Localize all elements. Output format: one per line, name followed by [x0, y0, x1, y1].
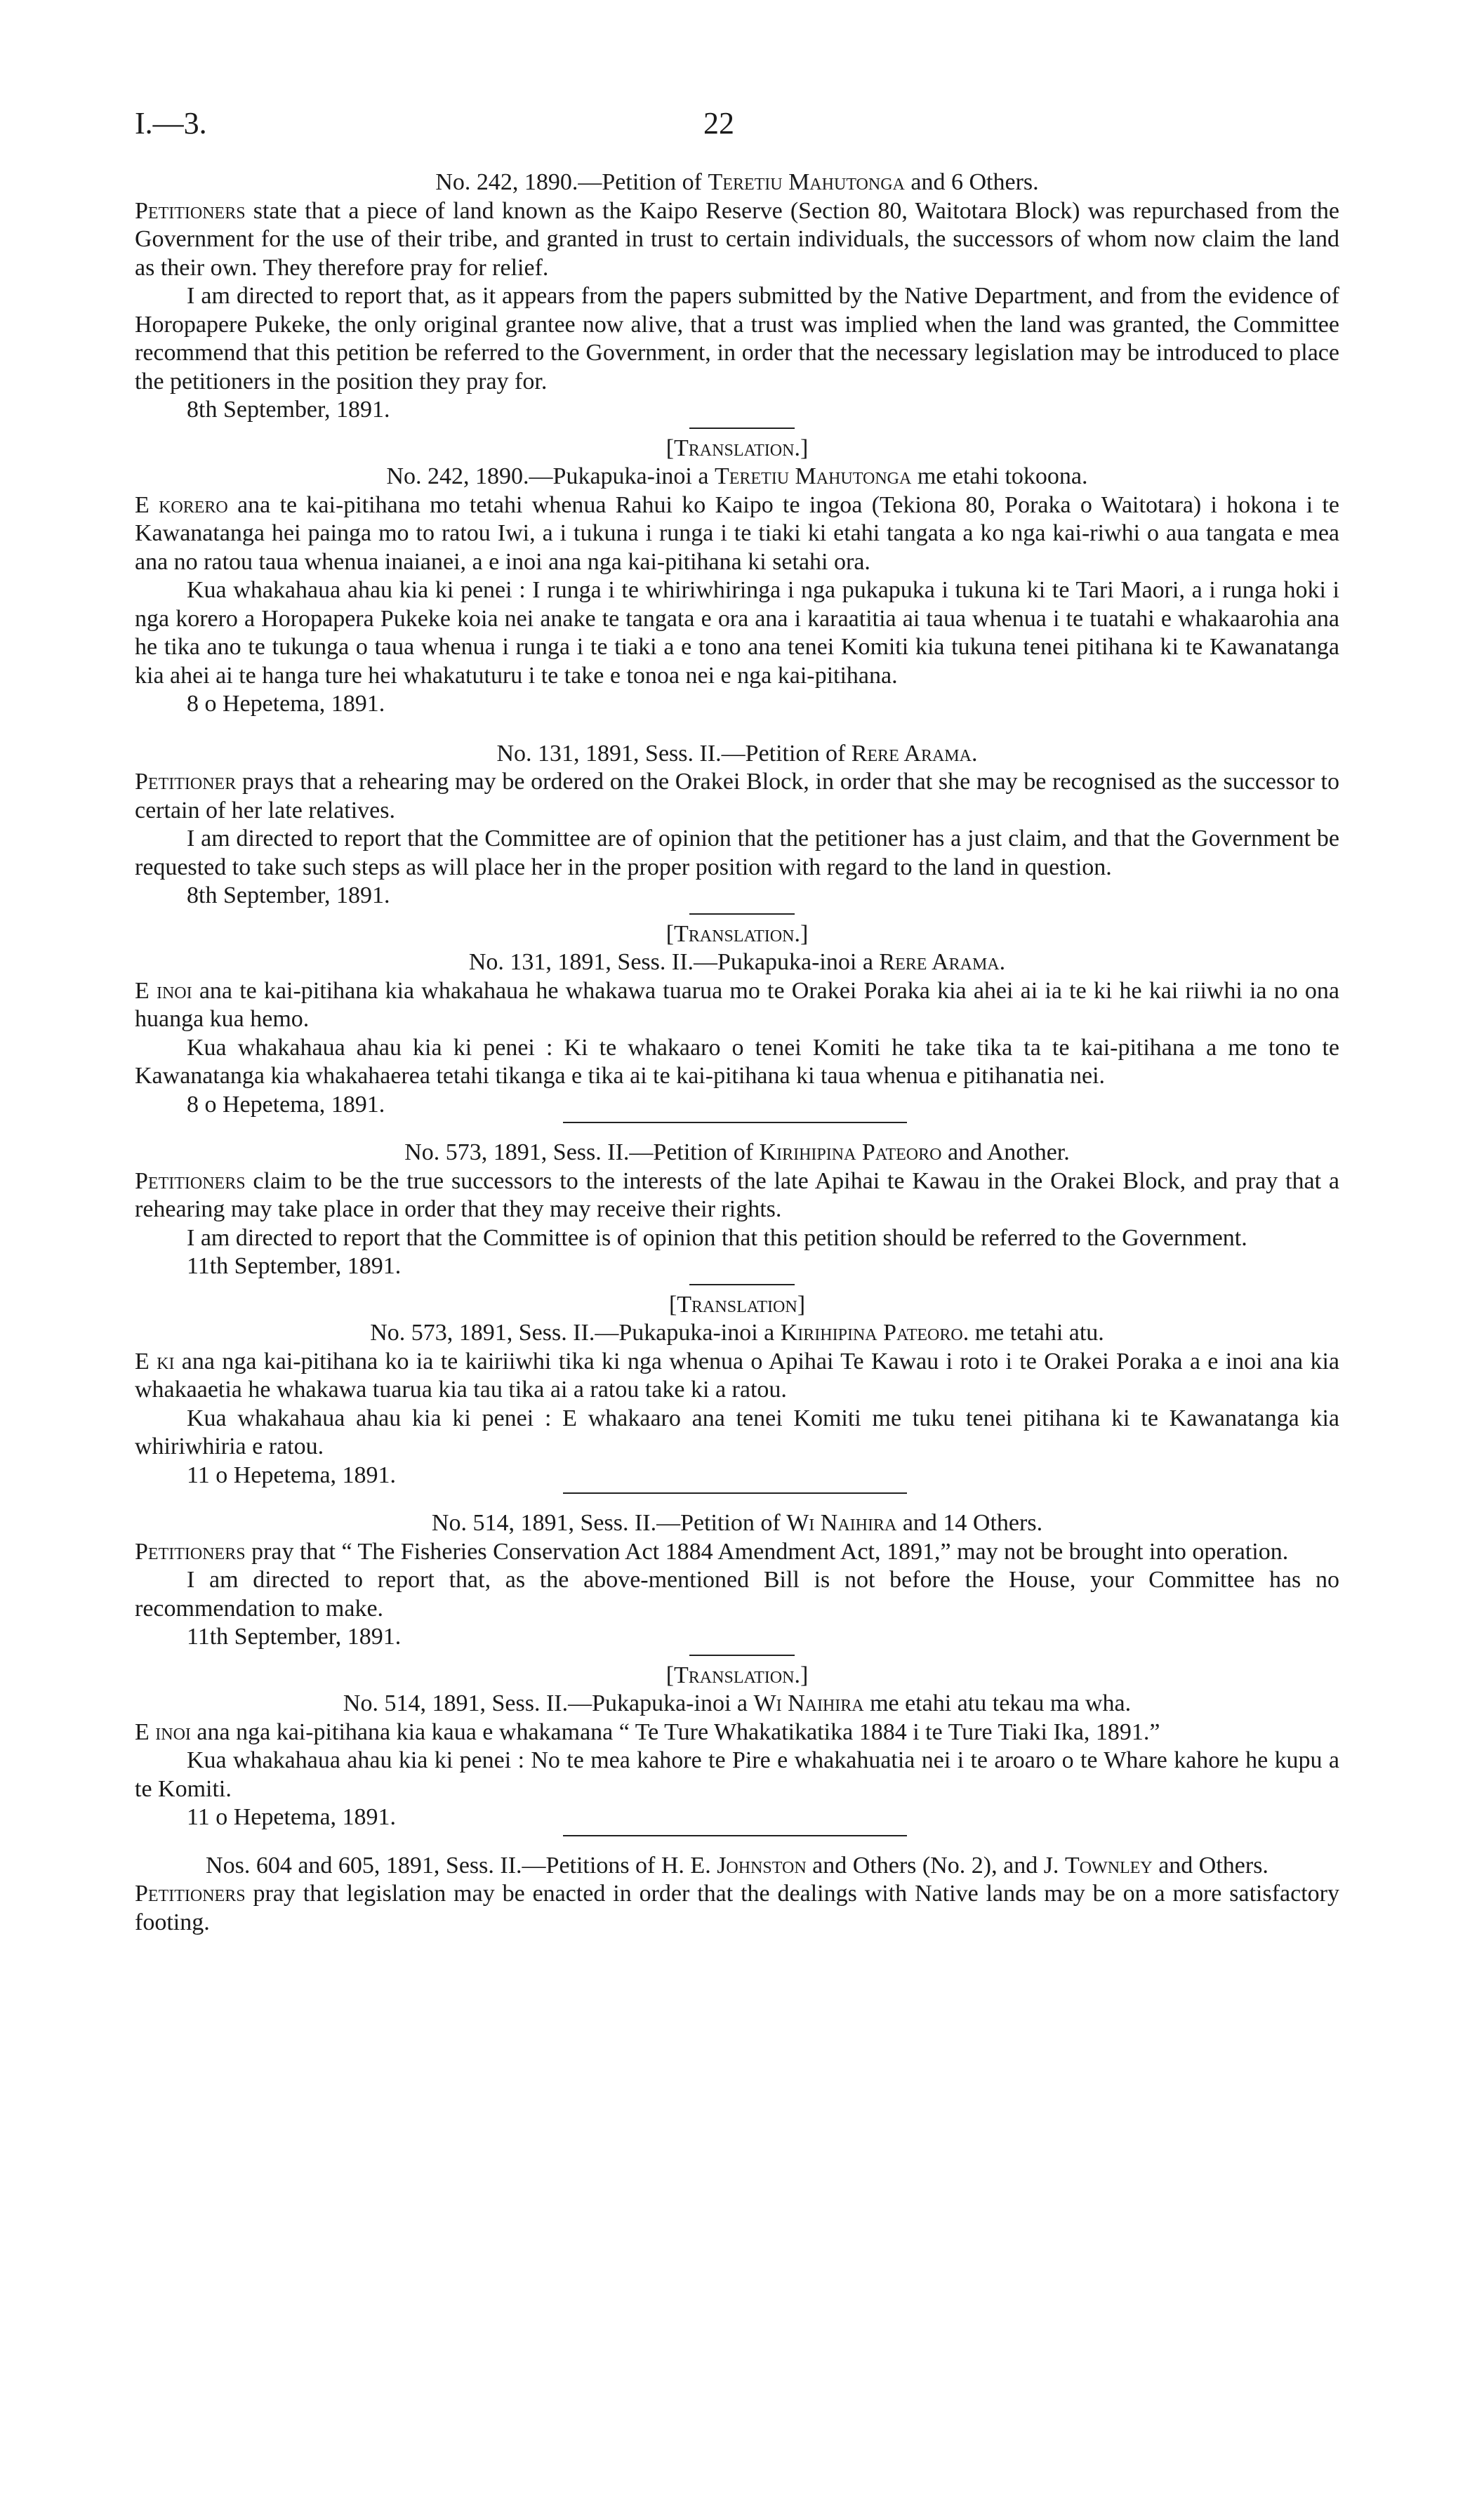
committee-report: I am directed to report that, as the above-mentioned Bill is not before the House, your Committee has no recommendation to make.: [135, 1567, 1339, 1622]
translation-title: No. 514, 1891, Sess. II.—Pukapuka-inoi a Wi Naihira me etahi atu tekau ma wha.: [343, 1690, 1132, 1716]
section-divider: [563, 1835, 907, 1836]
translation-heading: [Translation]: [668, 1291, 806, 1318]
petition-title: No. 514, 1891, Sess. II.—Petition of Wi Naihira and 14 Others.: [431, 1510, 1043, 1536]
petition-title: No. 573, 1891, Sess. II.—Petition of Kirihipina Pateoro and Another.: [404, 1139, 1070, 1165]
petition-title: No. 242, 1890.—Petition of Teretiu Mahutonga and 6 Others.: [435, 169, 1039, 195]
translation-report: Kua whakahaua ahau kia ki penei : No te mea kahore te Pire e whakahuatia nei i te aroaro o te Whare kahore he kupu a te Komiti.: [135, 1747, 1339, 1802]
petition-body: Petitioners state that a piece of land known as the Kaipo Reserve (Section 80, Waitotara Block) was repurchased from the Government for the use of their tribe, and granted in trust to certain individuals, the successors of whom now claim the land as their own. They therefore pray for relief.: [135, 197, 1339, 281]
report-date: 8th September, 1891.: [187, 882, 390, 908]
divider: [689, 1284, 795, 1285]
petition-title: Nos. 604 and 605, 1891, Sess. II.—Petitions of H. E. Johnston and Others (No. 2), and J. Townley and Others.: [206, 1852, 1268, 1879]
divider: [689, 1655, 795, 1656]
petition-body: Petitioners pray that “ The Fisheries Conservation Act 1884 Amendment Act, 1891,” may not be brought into operation.: [135, 1538, 1289, 1565]
petition-body: Petitioners claim to be the true successors to the interests of the late Apihai te Kawau in the Orakei Block, and pray that a rehearing may take place in order that they may receive their rights.: [135, 1167, 1339, 1222]
section-divider: [563, 1122, 907, 1123]
translation-date: 8 o Hepetema, 1891.: [187, 1091, 385, 1118]
translation-date: 11 o Hepetema, 1891.: [187, 1804, 397, 1830]
report-date: 11th September, 1891.: [187, 1624, 402, 1650]
petition-title: No. 131, 1891, Sess. II.—Petition of Rere Arama.: [496, 740, 978, 767]
report-date: 8th September, 1891.: [187, 397, 390, 423]
committee-report: I am directed to report that the Committee is of opinion that this petition should be referred to the Government.: [187, 1224, 1247, 1251]
report-date: 11th September, 1891.: [187, 1253, 402, 1279]
translation-date: 11 o Hepetema, 1891.: [187, 1462, 397, 1488]
translation-heading: [Translation.]: [665, 435, 809, 461]
translation-heading: [Translation.]: [665, 920, 809, 947]
section-divider: [563, 1492, 907, 1494]
page-header: [135, 105, 1339, 168]
petition-body: Petitioner prays that a rehearing may be ordered on the Orakei Block, in order that she may be recognised as the successor to certain of her late relatives.: [135, 769, 1339, 823]
translation-body: E inoi ana nga kai-pitihana kia kaua e whakamana “ Te Ture Whakatikatika 1884 i te Ture Tiaki Ika, 1891.”: [135, 1718, 1160, 1745]
translation-body: E ki ana nga kai-pitihana ko ia te kairiiwhi tika ki nga whenua o Apihai Te Kawau i roto i te Orakei Poraka a e inoi ana kia whakaaetia he whakawa tuarua kia tau tika ai a ratou take ki a ratou.: [135, 1348, 1340, 1403]
document-reference: I.—3.: [135, 106, 207, 140]
document-page: [135, 105, 1339, 1937]
translation-report: Kua whakahaua ahau kia ki penei : E whakaaro ana tenei Komiti me tuku tenei pitihana ki te Kawanatanga kia whiriwhiria e ratou.: [135, 1405, 1339, 1459]
committee-report: I am directed to report that, as it appears from the papers submitted by the Native Department, and from the evidence of Horopapere Pukeke, the only original grantee now alive, that a trust was implied when the land was granted, the Committee recommend that this petition be referred to the Government, in order that the necessary legislation may be introduced to place the petitioners in the position they pray for.: [135, 283, 1339, 395]
translation-title: No. 573, 1891, Sess. II.—Pukapuka-inoi a Kirihipina Pateoro. me tetahi atu.: [370, 1320, 1104, 1346]
translation-report: Kua whakahaua ahau kia ki penei : Ki te whakaaro o tenei Komiti he take tika ta te kai-pitihana a me tono te Kawanatanga kia whakahaerea tetahi tikanga e tika ai te kai-pitihana ki taua whenua e pitihanatia nei.: [135, 1034, 1339, 1089]
translation-title: No. 242, 1890.—Pukapuka-inoi a Teretiu Mahutonga me etahi tokoona.: [386, 463, 1088, 489]
petition-body: Petitioners pray that legislation may be enacted in order that the dealings with Native lands may be on a more satisfactory footing.: [135, 1881, 1339, 1935]
translation-heading: [Translation.]: [665, 1662, 809, 1688]
page-number: 22: [703, 106, 734, 140]
divider: [689, 428, 795, 429]
translation-report: Kua whakahaua ahau kia ki penei : I runga i te whiriwhiringa i nga pukapuka i tukuna ki te Tari Maori, a i runga hoki i nga korero a Horopapera Pukeke koia nei anake te tangata e ora ana i karaatitia ai taua whenua i te tuatahi e whakaarohia ana he tika ano te tukunga o taua whenua i runga i te tiaki a e tono ana tenei Komiti kia tukuna tenei pitihana ki te Kawanatanga kia ahei ai te hanga ture hei whakatuturu i te take e tonoa nei e nga kai-pitihana.: [135, 577, 1339, 689]
translation-date: 8 o Hepetema, 1891.: [187, 691, 385, 717]
committee-report: I am directed to report that the Committee are of opinion that the petitioner has a just claim, and that the Government be requested to take such steps as will place her in the proper position with regard to the land in question.: [135, 826, 1339, 880]
translation-body: E korero ana te kai-pitihana mo tetahi whenua Rahui ko Kaipo te ingoa (Tekiona 80, Poraka o Waitotara) i hokona i te Kawanatanga hei painga mo to ratou Iwi, a i tukuna i runga i te tiaki ki etahi tangata a ko nga kai-riwhi o aua tangata e mea ana no ratou taua whenua inaianei, a e inoi ana nga kai-pitihana ki setahi ora.: [135, 491, 1339, 575]
divider: [689, 913, 795, 915]
translation-title: No. 131, 1891, Sess. II.—Pukapuka-inoi a Rere Arama.: [468, 949, 1006, 975]
translation-body: E inoi ana te kai-pitihana kia whakahaua he whakawa tuarua mo te Orakei Poraka kia ahei ai ia te ki he kai riiwhi ia no ona huanga kua hemo.: [135, 977, 1339, 1032]
